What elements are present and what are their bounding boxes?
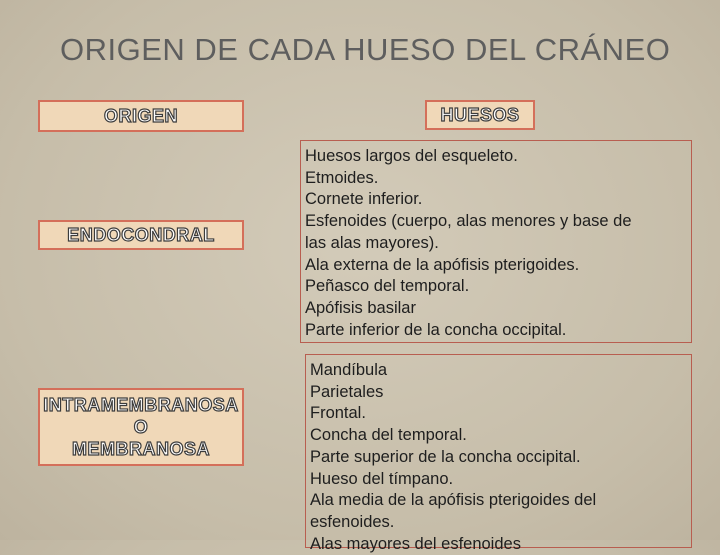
huesos-header: HUESOS (425, 100, 535, 130)
origen-header: ORIGEN (38, 100, 244, 132)
bone-item: Parietales (310, 382, 384, 401)
bone-item: las alas mayores). (305, 233, 439, 252)
bone-item: Peñasco del temporal. (305, 277, 470, 296)
origin-label-line: INTRAMEMBRANOSA (43, 395, 239, 415)
bone-item: Alas mayores del esfenoides (310, 534, 521, 553)
bone-item: esfenoides. (310, 512, 395, 531)
origin-label-line: MEMBRANOSA (72, 439, 210, 459)
bone-item: Ala externa de la apófisis pterigoides. (305, 255, 580, 274)
bone-item: Mandíbula (310, 361, 388, 379)
bone-item: Hueso del tímpano. (310, 469, 454, 488)
bone-item: Cornete inferior. (305, 190, 423, 209)
bones-list-intramembranosa (305, 354, 692, 553)
bone-item: Concha del temporal. (310, 426, 467, 445)
bone-item: Huesos largos del esqueleto. (305, 147, 518, 165)
bone-item: Frontal. (310, 404, 366, 423)
page-title: ORIGEN DE CADA HUESO DEL CRÁNEO (60, 32, 671, 67)
bone-item: Parte inferior de la concha occipital. (305, 320, 567, 339)
origin-label-line: O (133, 417, 149, 437)
origin-label-endocondral: ENDOCONDRAL (38, 220, 244, 250)
bone-item: Ala media de la apófisis pterigoides del (310, 491, 597, 510)
bone-item: Parte superior de la concha occipital. (310, 447, 581, 466)
origin-label-intramembranosa (38, 388, 244, 466)
bone-item: Esfenoides (cuerpo, alas menores y base de (305, 212, 632, 231)
bone-item: Apófisis basilar (305, 298, 416, 317)
bone-item: Etmoides. (305, 168, 379, 187)
bones-list-endocondral (300, 140, 692, 343)
